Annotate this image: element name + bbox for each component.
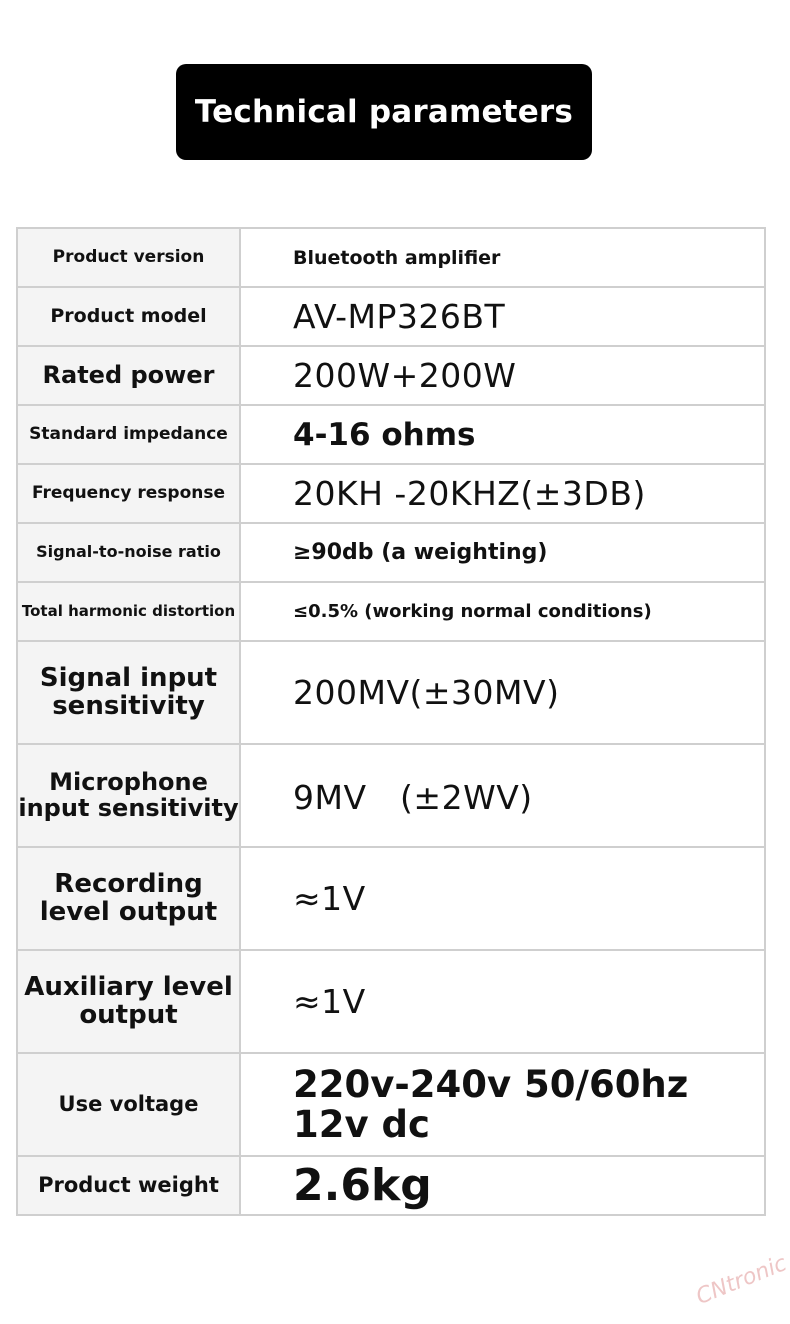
table-row xyxy=(17,287,765,346)
row-label: Auxiliary level output xyxy=(17,950,240,1053)
row-label: Use voltage xyxy=(17,1053,240,1156)
watermark-logo: CNtronic xyxy=(692,1251,790,1310)
row-value: 200MV(±30MV) xyxy=(240,641,765,744)
table-row xyxy=(17,641,765,744)
table-row xyxy=(17,523,765,582)
table-row xyxy=(17,1053,765,1156)
table-row xyxy=(17,950,765,1053)
row-value: 200W+200W xyxy=(240,346,765,405)
table-row xyxy=(17,1156,765,1215)
table-row xyxy=(17,464,765,523)
row-label: Standard impedance xyxy=(17,405,240,464)
table-row xyxy=(17,228,765,287)
table-row xyxy=(17,405,765,464)
row-value: 9MV (±2WV) xyxy=(240,744,765,847)
page-title: Technical parameters xyxy=(194,94,574,130)
table-row xyxy=(17,582,765,641)
row-label: Microphone input sensitivity xyxy=(17,744,240,847)
row-value: ≤0.5% (working normal conditions) xyxy=(240,582,765,641)
row-label: Signal-to-noise ratio xyxy=(17,523,240,582)
title-banner xyxy=(176,64,592,160)
row-value: ≈1V xyxy=(240,847,765,950)
row-value: 2.6kg xyxy=(240,1156,765,1215)
row-label: Product model xyxy=(17,287,240,346)
spec-table xyxy=(16,227,766,1216)
row-label: Product weight xyxy=(17,1156,240,1215)
row-label: Recording level output xyxy=(17,847,240,950)
row-value: ≈1V xyxy=(240,950,765,1053)
row-value: AV-MP326BT xyxy=(240,287,765,346)
row-label: Signal input sensitivity xyxy=(17,641,240,744)
row-value: 4-16 ohms xyxy=(240,405,765,464)
table-row xyxy=(17,346,765,405)
row-value: 20KH -20KHZ(±3DB) xyxy=(240,464,765,523)
row-label: Frequency response xyxy=(17,464,240,523)
row-value: Bluetooth amplifier xyxy=(240,228,765,287)
table-row xyxy=(17,847,765,950)
row-label: Rated power xyxy=(17,346,240,405)
row-value: ≥90db (a weighting) xyxy=(240,523,765,582)
row-label: Product version xyxy=(17,228,240,287)
row-value: 220v-240v 50/60hz 12v dc xyxy=(240,1053,765,1156)
table-row xyxy=(17,744,765,847)
row-label: Total harmonic distortion xyxy=(17,582,240,641)
